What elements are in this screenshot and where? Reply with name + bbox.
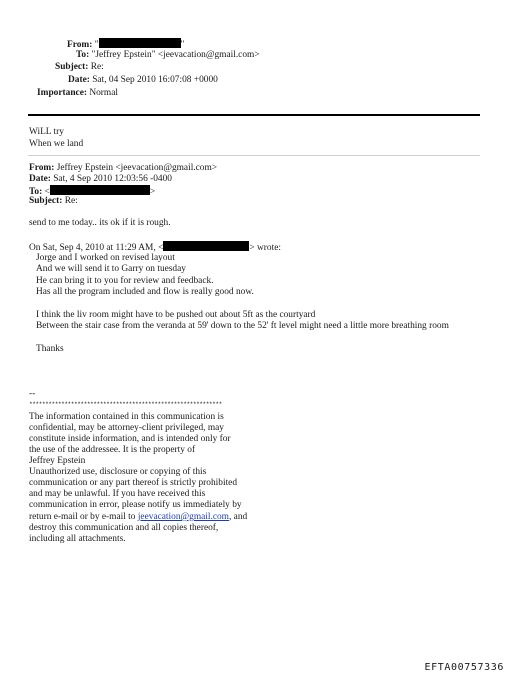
return-prefix: return e-mail or by e-mail to xyxy=(29,512,138,522)
disclaimer-line: communication in error, please notify us immediately by xyxy=(29,500,242,510)
quoted-date-value: Sat, 4 Sep 2010 12:03:56 -0400 xyxy=(53,174,172,184)
quoted-subject-value: Re: xyxy=(64,196,78,206)
header-subject-label: Subject: xyxy=(55,62,89,72)
header-subject-value: Re: xyxy=(90,62,104,72)
header-date-label: Date: xyxy=(68,75,90,85)
return-suffix: , and xyxy=(228,512,248,522)
disclaimer-line: constitute inside information, and is intended only for xyxy=(29,434,231,444)
header-to-row xyxy=(76,50,260,62)
disclaimer-line: confidential, may be attorney-client privileged, may xyxy=(29,423,224,433)
header-to-value: "Jeffrey Epstein" <jeevacation@gmail.com> xyxy=(91,50,260,60)
disclaimer-line: communication or any part thereof is strictly prohibited xyxy=(29,478,238,488)
header-from-label: From: xyxy=(67,40,93,50)
quoted-divider xyxy=(28,155,480,156)
paragraph-line: Between the stair case from the veranda at 59' down to the 52' ft level might need a little more breathing room xyxy=(36,321,449,331)
quoted-from-value: Jeffrey Epstein <jeevacation@gmail.com> xyxy=(56,163,218,173)
reply-line-2: When we land xyxy=(29,139,84,149)
header-importance-row xyxy=(37,88,118,100)
header-divider xyxy=(28,114,480,116)
disclaimer-line: and may be unlawful. If you have received this xyxy=(29,489,206,499)
signature-dash: -- xyxy=(29,389,36,399)
bates-number: EFTA00757336 xyxy=(424,662,504,673)
quoted-date-row xyxy=(29,174,172,186)
disclaimer-return-line xyxy=(29,512,247,524)
header-from-quote-close: " xyxy=(180,40,185,50)
quoted-line: Has all the program included and flow is really good now. xyxy=(36,287,254,297)
quoted-to-label: To: xyxy=(29,187,43,197)
quoted-date-label: Date: xyxy=(29,174,51,184)
disclaimer-line: destroy this communication and all copies thereof, xyxy=(29,523,219,533)
body-on-suffix: > wrote: xyxy=(249,243,281,253)
stars-separator: ************************************************************ xyxy=(29,401,222,408)
quoted-from-label: From: xyxy=(29,163,55,173)
redaction-box xyxy=(99,38,181,48)
header-importance-label: Importance: xyxy=(37,88,87,98)
quoted-line: And we will send it to Garry on tuesday xyxy=(36,264,186,274)
header-from-quote-open: " xyxy=(94,40,99,50)
body-on-prefix: On Sat, Sep 4, 2010 at 11:29 AM, < xyxy=(29,243,164,253)
header-date-row xyxy=(68,75,218,87)
disclaimer-line: Unauthorized use, disclosure or copying of this xyxy=(29,467,207,477)
disclaimer-line: the use of the addressee. It is the property of xyxy=(29,445,196,455)
redaction-box xyxy=(163,241,249,251)
quoted-to-close: > xyxy=(149,187,156,197)
header-to-label: To: xyxy=(76,50,90,60)
quoted-line: Jorge and I worked on revised layout xyxy=(36,253,175,263)
header-importance-value: Normal xyxy=(89,88,118,98)
quoted-from-row xyxy=(29,163,217,175)
quoted-line: He can bring it to you for review and feedback. xyxy=(36,276,214,286)
quoted-subject-label: Subject: xyxy=(29,196,63,206)
disclaimer-line: including all attachments. xyxy=(29,534,126,544)
disclaimer-line: Jeffrey Epstein xyxy=(29,456,86,466)
quoted-to-open: < xyxy=(44,187,50,197)
quoted-subject-row xyxy=(29,196,78,208)
body-line-1: send to me today.. its ok if it is rough. xyxy=(29,218,171,228)
reply-line-1: WiLL try xyxy=(29,127,64,137)
thanks-line: Thanks xyxy=(36,344,64,354)
paragraph-line: I think the liv room might have to be pushed out about 5ft as the courtyard xyxy=(36,310,316,320)
redaction-box xyxy=(50,185,150,195)
email-link[interactable]: jeevacation@gmail.com xyxy=(137,512,229,522)
header-subject-row xyxy=(55,62,104,74)
disclaimer-line: The information contained in this communication is xyxy=(29,412,224,422)
header-date-value: Sat, 04 Sep 2010 16:07:08 +0000 xyxy=(92,75,218,85)
